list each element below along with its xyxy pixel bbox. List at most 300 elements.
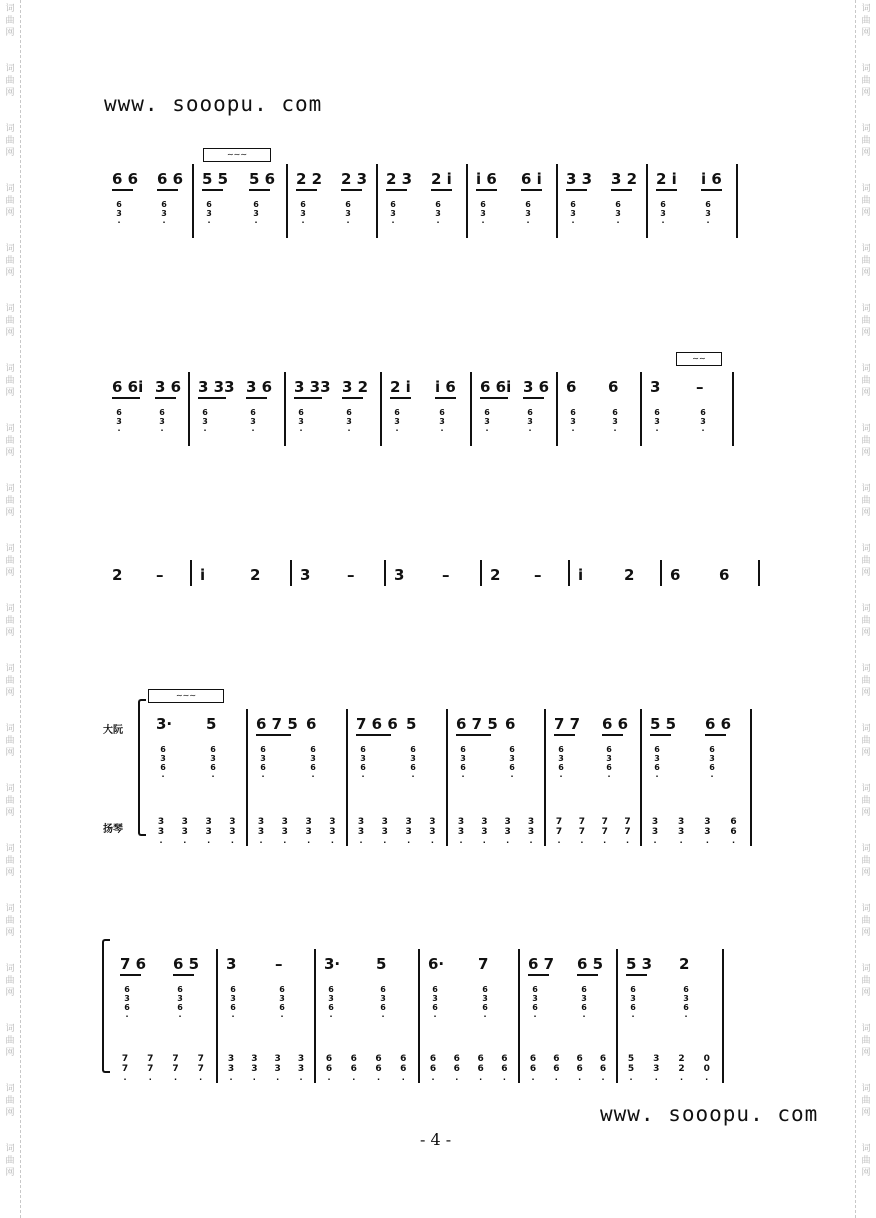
accompaniment-digit: ·	[436, 218, 440, 227]
watermark-char: 网	[5, 328, 15, 338]
melody-note-group: i	[200, 566, 206, 584]
accompaniment-digit: ·	[117, 218, 121, 227]
melody-note-group: 5	[376, 955, 387, 973]
accompaniment-digit: 6	[660, 200, 666, 209]
watermark-char: 词	[5, 64, 15, 74]
watermark-char: 词	[5, 424, 15, 434]
melody-note-group: 6 i	[521, 170, 542, 188]
melody-note-group: 6 6i	[480, 378, 512, 396]
accompaniment-digit: 6	[525, 200, 531, 209]
watermark-char: 网	[861, 208, 871, 218]
melody-note-group: 3	[226, 955, 237, 973]
yangqin-digit: 3	[305, 827, 312, 837]
watermark-char: 词	[5, 244, 15, 254]
yangqin-digit: 3	[274, 1054, 281, 1064]
watermark-char: 词	[861, 1024, 871, 1034]
yangqin-digit: 7	[197, 1054, 204, 1064]
bar-line	[284, 372, 286, 446]
accompaniment-digit: 6	[532, 1003, 538, 1012]
yangqin-digit: 6	[529, 1064, 537, 1074]
accompaniment-digit: 6	[705, 200, 711, 209]
watermark-char: 曲	[5, 1156, 15, 1166]
accompaniment-digit: 3	[606, 754, 612, 763]
watermark-char: 网	[861, 1048, 871, 1058]
melody-note-group: 5 5	[202, 170, 229, 188]
accompaniment-digit: 6	[509, 745, 515, 754]
accompaniment-digit: 6	[410, 745, 416, 754]
yangqin-dot: ·	[407, 838, 411, 847]
accompaniment-digit: ·	[280, 1012, 284, 1021]
yangqin-dot: ·	[531, 1075, 535, 1084]
accompaniment-digit: 6	[432, 1003, 438, 1012]
yangqin-digit: 3	[251, 1054, 258, 1064]
accompaniment-digit: ·	[395, 426, 399, 435]
watermark-char: 网	[861, 328, 871, 338]
yangqin-dot: ·	[629, 1075, 633, 1084]
watermark-char: 词	[861, 364, 871, 374]
watermark-char: 曲	[861, 916, 871, 926]
yangqin-digit: 6	[553, 1054, 560, 1064]
watermark-char: 曲	[5, 256, 15, 266]
dynamic-ornament: ∼∼∼	[148, 689, 224, 703]
accompaniment-digit: 6	[345, 200, 351, 209]
watermark-char: 词	[861, 484, 871, 494]
watermark-char: 曲	[861, 316, 871, 326]
accompaniment-digit: 3	[439, 417, 445, 426]
accompaniment-digit: 3	[654, 754, 660, 763]
accompaniment-digit: ·	[616, 218, 620, 227]
watermark-char: 网	[5, 748, 15, 758]
yangqin-digit: 3	[181, 827, 188, 837]
watermark-char: 曲	[5, 136, 15, 146]
melody-note-group: –	[534, 566, 542, 584]
accompaniment-digit: ·	[481, 218, 485, 227]
yangqin-dot: ·	[705, 838, 709, 847]
bar-line	[466, 164, 468, 238]
beat-underline	[202, 189, 223, 191]
yangqin-digit: 2	[678, 1064, 685, 1074]
accompaniment-digit: 6	[360, 763, 366, 772]
bar-line	[480, 560, 482, 586]
bar-line	[290, 560, 292, 586]
melody-note-group: 3·	[156, 715, 173, 733]
accompaniment-digit: 6	[630, 985, 636, 994]
yangqin-dot: ·	[359, 838, 363, 847]
yangqin-digit: 3	[653, 1054, 660, 1064]
watermark-char: 词	[861, 964, 871, 974]
watermark-char: 网	[5, 388, 15, 398]
bar-line	[732, 372, 734, 446]
left-watermark-strip	[0, 0, 21, 1218]
watermark-char: 词	[861, 1144, 871, 1154]
accompaniment-digit: ·	[526, 218, 530, 227]
melody-note-group: 3 33	[198, 378, 235, 396]
accompaniment-digit: 6	[683, 985, 689, 994]
yangqin-digit: 6	[553, 1064, 560, 1074]
watermark-char: 词	[5, 484, 15, 494]
accompaniment-digit: 6	[279, 1003, 285, 1012]
yangqin-dot: ·	[283, 838, 287, 847]
beat-underline	[390, 397, 411, 399]
accompaniment-digit: 3	[230, 994, 236, 1003]
beat-underline	[456, 734, 491, 736]
accompaniment-digit: 3	[159, 417, 165, 426]
yangqin-digit: 6	[325, 1064, 333, 1074]
accompaniment-digit: ·	[571, 426, 575, 435]
melody-note-group: 2 3	[341, 170, 368, 188]
accompaniment-digit: ·	[411, 772, 415, 781]
beat-underline	[155, 397, 176, 399]
watermark-char: 曲	[861, 1156, 871, 1166]
yangqin-digit: 3	[305, 817, 312, 827]
melody-note-group: 5	[206, 715, 217, 733]
yangqin-digit: 3	[678, 817, 685, 827]
accompaniment-digit: 6	[460, 763, 466, 772]
yangqin-digit: 6	[325, 1054, 333, 1064]
watermark-char: 词	[861, 244, 871, 254]
watermark-char: 词	[861, 544, 871, 554]
beat-underline	[356, 734, 391, 736]
watermark-char: 网	[861, 1108, 871, 1118]
bar-line	[192, 164, 194, 238]
accompaniment-digit: 3	[683, 994, 689, 1003]
watermark-char: 曲	[5, 976, 15, 986]
accompaniment-digit: 6	[310, 763, 316, 772]
beat-underline	[256, 734, 291, 736]
accompaniment-digit: 3	[432, 994, 438, 1003]
watermark-char: 网	[5, 1168, 15, 1178]
yangqin-label: 扬琴	[103, 824, 123, 835]
yangqin-dot: ·	[653, 838, 657, 847]
yangqin-digit: 3	[205, 827, 212, 837]
watermark-char: 曲	[861, 976, 871, 986]
yangqin-dot: ·	[603, 838, 607, 847]
melody-note-group: 6·	[428, 955, 445, 973]
accompaniment-digit: ·	[203, 426, 207, 435]
watermark-char: 网	[5, 928, 15, 938]
accompaniment-digit: ·	[117, 426, 121, 435]
yangqin-dot: ·	[506, 838, 510, 847]
beat-underline	[120, 974, 141, 976]
yangqin-digit: 3	[381, 827, 388, 837]
beat-underline	[431, 189, 452, 191]
beat-underline	[701, 189, 722, 191]
watermark-char: 曲	[861, 496, 871, 506]
accompaniment-digit: 6	[700, 408, 706, 417]
watermark-char: 网	[861, 748, 871, 758]
yangqin-digit: 3	[457, 827, 465, 837]
yangqin-digit: 3	[481, 817, 488, 827]
accompaniment-digit: 3	[570, 209, 576, 218]
yangqin-dot: ·	[654, 1075, 658, 1084]
watermark-char: 网	[861, 388, 871, 398]
watermark-char: 曲	[5, 916, 15, 926]
accompaniment-digit: 3	[558, 754, 564, 763]
yangqin-digit: 3	[653, 1064, 660, 1074]
melody-note-group: 6 5	[173, 955, 200, 973]
accompaniment-digit: 3	[250, 417, 256, 426]
accompaniment-digit: ·	[125, 1012, 129, 1021]
accompaniment-digit: 6	[612, 408, 618, 417]
accompaniment-digit: 6	[298, 408, 304, 417]
watermark-char: 曲	[5, 616, 15, 626]
accompaniment-digit: ·	[161, 772, 165, 781]
accompaniment-digit: ·	[461, 772, 465, 781]
bar-line	[736, 164, 738, 238]
watermark-char: 词	[5, 724, 15, 734]
yangqin-digit: 6	[375, 1054, 382, 1064]
beat-underline	[650, 734, 671, 736]
accompaniment-digit: ·	[710, 772, 714, 781]
watermark-char: 网	[861, 928, 871, 938]
yangqin-dot: ·	[455, 1075, 459, 1084]
yangqin-digit: 3	[297, 1064, 305, 1074]
bar-line	[518, 949, 520, 1083]
accompaniment-digit: 6	[250, 408, 256, 417]
watermark-char: 网	[861, 88, 871, 98]
accompaniment-digit: 6	[581, 985, 587, 994]
melody-note-group: –	[442, 566, 450, 584]
accompaniment-digit: 6	[177, 985, 183, 994]
yangqin-dot: ·	[401, 1075, 405, 1084]
yangqin-digit: 3	[357, 817, 365, 827]
yangqin-digit: 7	[601, 827, 608, 837]
accompaniment-digit: 6	[509, 763, 515, 772]
accompaniment-digit: 6	[482, 985, 488, 994]
accompaniment-digit: 6	[654, 408, 660, 417]
accompaniment-digit: ·	[251, 426, 255, 435]
watermark-char: 网	[5, 268, 15, 278]
accompaniment-digit: 3	[161, 209, 167, 218]
accompaniment-digit: 6	[116, 408, 122, 417]
accompaniment-digit: 6	[654, 763, 660, 772]
accompaniment-digit: 3	[328, 994, 334, 1003]
beat-underline	[296, 189, 317, 191]
yangqin-dot: ·	[183, 838, 187, 847]
melody-note-group: 6	[670, 566, 681, 584]
melody-note-group: 6 5	[577, 955, 604, 973]
watermark-char: 曲	[5, 736, 15, 746]
accompaniment-digit: 3	[484, 417, 490, 426]
watermark-char: 网	[5, 628, 15, 638]
accompaniment-digit: 6	[346, 408, 352, 417]
bar-line	[346, 709, 348, 846]
accompaniment-digit: 6	[360, 745, 366, 754]
beat-underline	[602, 734, 623, 736]
melody-note-group: 6 6	[705, 715, 732, 733]
watermark-char: 网	[861, 988, 871, 998]
yangqin-digit: 6	[576, 1064, 583, 1074]
yangqin-digit: 0	[703, 1054, 710, 1064]
accompaniment-digit: ·	[661, 218, 665, 227]
yangqin-digit: 7	[624, 817, 631, 827]
accompaniment-digit: 3	[116, 209, 122, 218]
watermark-char: 词	[5, 364, 15, 374]
accompaniment-digit: 6	[709, 745, 715, 754]
accompaniment-digit: 6	[177, 1003, 183, 1012]
accompaniment-digit: ·	[607, 772, 611, 781]
bar-line	[418, 949, 420, 1083]
accompaniment-digit: ·	[347, 426, 351, 435]
beat-underline	[626, 974, 647, 976]
accompaniment-digit: 3	[435, 209, 441, 218]
bar-line	[750, 709, 752, 846]
yangqin-dot: ·	[482, 838, 486, 847]
accompaniment-digit: ·	[261, 772, 265, 781]
yangqin-digit: 7	[147, 1054, 154, 1064]
yangqin-digit: 6	[350, 1054, 357, 1064]
watermark-char: 曲	[5, 556, 15, 566]
yangqin-digit: 6	[599, 1064, 607, 1074]
yangqin-digit: 3	[181, 817, 188, 827]
watermark-char: 曲	[5, 76, 15, 86]
accompaniment-digit: ·	[433, 1012, 437, 1021]
bar-line	[556, 164, 558, 238]
accompaniment-digit: 6	[570, 200, 576, 209]
yangqin-dot: ·	[376, 1075, 381, 1084]
melody-note-group: 2 i	[656, 170, 677, 188]
watermark-char: 网	[5, 88, 15, 98]
accompaniment-digit: ·	[559, 772, 563, 781]
beat-underline	[705, 734, 726, 736]
melody-note-group: 7 6	[120, 955, 147, 973]
accompaniment-digit: ·	[440, 426, 444, 435]
daruan-label: 大阮	[103, 725, 123, 736]
watermark-char: 曲	[5, 856, 15, 866]
watermark-char: 曲	[861, 136, 871, 146]
watermark-char: 网	[861, 868, 871, 878]
accompaniment-digit: 3	[509, 754, 515, 763]
watermark-char: 曲	[861, 76, 871, 86]
accompaniment-digit: ·	[254, 218, 258, 227]
melody-note-group: 3 6	[155, 378, 182, 396]
accompaniment-digit: 3	[532, 994, 538, 1003]
dynamic-ornament: ∼∼	[676, 352, 722, 366]
dynamic-ornament: ∼∼∼	[203, 148, 271, 162]
header-site-url: www. sooopu. com	[104, 92, 323, 116]
yangqin-dot: ·	[479, 1075, 483, 1084]
accompaniment-digit: 3	[279, 994, 285, 1003]
accompaniment-digit: 6	[482, 1003, 488, 1012]
watermark-char: 词	[861, 124, 871, 134]
melody-note-group: 6	[608, 378, 619, 396]
yangqin-digit: 6	[375, 1064, 382, 1074]
yangqin-dot: ·	[259, 838, 263, 847]
yangqin-dot: ·	[330, 838, 334, 847]
accompaniment-digit: 6	[606, 763, 612, 772]
beat-underline	[528, 974, 549, 976]
watermark-char: 词	[861, 184, 871, 194]
watermark-char: 词	[861, 844, 871, 854]
melody-note-group: 3 3	[566, 170, 593, 188]
accompaniment-digit: 6	[310, 745, 316, 754]
watermark-char: 网	[5, 988, 15, 998]
watermark-char: 词	[861, 64, 871, 74]
yangqin-digit: 3	[704, 817, 711, 827]
yangqin-digit: 6	[599, 1054, 607, 1064]
yangqin-digit: 3	[227, 1064, 235, 1074]
melody-note-group: 3·	[324, 955, 341, 973]
accompaniment-digit: 6	[558, 745, 564, 754]
beat-underline	[294, 397, 322, 399]
accompaniment-digit: 3	[380, 994, 386, 1003]
accompaniment-digit: ·	[329, 1012, 333, 1021]
beat-underline	[173, 974, 194, 976]
watermark-char: 网	[861, 808, 871, 818]
accompaniment-digit: 3	[709, 754, 715, 763]
melody-note-group: 7 6 6	[356, 715, 398, 733]
accompaniment-digit: 6	[124, 985, 130, 994]
watermark-char: 网	[861, 268, 871, 278]
accompaniment-digit: 3	[570, 417, 576, 426]
yangqin-dot: ·	[307, 838, 311, 847]
yangqin-digit: 3	[229, 827, 236, 837]
yangqin-dot: ·	[732, 838, 736, 847]
beat-underline	[112, 397, 140, 399]
watermark-char: 网	[861, 628, 871, 638]
accompaniment-digit: 6	[480, 200, 486, 209]
accompaniment-digit: ·	[207, 218, 211, 227]
bar-line	[556, 372, 558, 446]
accompaniment-digit: 3	[460, 754, 466, 763]
beat-underline	[341, 189, 362, 191]
accompaniment-digit: 3	[660, 209, 666, 218]
accompaniment-digit: 3	[300, 209, 306, 218]
accompaniment-digit: 3	[390, 209, 396, 218]
watermark-char: 词	[5, 964, 15, 974]
accompaniment-digit: ·	[655, 772, 659, 781]
watermark-char: 曲	[5, 1036, 15, 1046]
accompaniment-digit: 3	[116, 417, 122, 426]
yangqin-digit: 3	[405, 817, 412, 827]
yangqin-dot: ·	[173, 1075, 177, 1084]
watermark-char: 网	[861, 448, 871, 458]
accompaniment-digit: 6	[380, 1003, 386, 1012]
watermark-char: 曲	[861, 856, 871, 866]
melody-note-group: 3	[394, 566, 405, 584]
watermark-char: 曲	[861, 796, 871, 806]
yangqin-dot: ·	[459, 838, 463, 847]
accompaniment-digit: 3	[705, 209, 711, 218]
melody-note-group: 7	[478, 955, 489, 973]
accompaniment-digit: 3	[345, 209, 351, 218]
yangqin-dot: ·	[430, 838, 434, 847]
yangqin-digit: 3	[405, 827, 412, 837]
melody-note-group: 3 6	[246, 378, 273, 396]
yangqin-dot: ·	[230, 838, 234, 847]
yangqin-digit: 3	[527, 817, 535, 827]
melody-note-group: –	[347, 566, 355, 584]
accompaniment-digit: 3	[630, 994, 636, 1003]
melody-note-group: 3	[650, 378, 661, 396]
yangqin-digit: 7	[147, 1064, 154, 1074]
watermark-char: 网	[861, 688, 871, 698]
accompaniment-digit: 6	[432, 985, 438, 994]
beat-underline	[157, 189, 178, 191]
accompaniment-digit: ·	[613, 426, 617, 435]
accompaniment-digit: 3	[700, 417, 706, 426]
yangqin-dot: ·	[502, 1075, 506, 1084]
accompaniment-digit: ·	[571, 218, 575, 227]
yangqin-digit: 6	[529, 1054, 537, 1064]
accompaniment-digit: ·	[528, 426, 532, 435]
bar-line	[246, 709, 248, 846]
accompaniment-digit: ·	[631, 1012, 635, 1021]
accompaniment-digit: 6	[532, 985, 538, 994]
yangqin-digit: 3	[457, 817, 465, 827]
melody-note-group: –	[156, 566, 164, 584]
yangqin-digit: 3	[481, 827, 488, 837]
